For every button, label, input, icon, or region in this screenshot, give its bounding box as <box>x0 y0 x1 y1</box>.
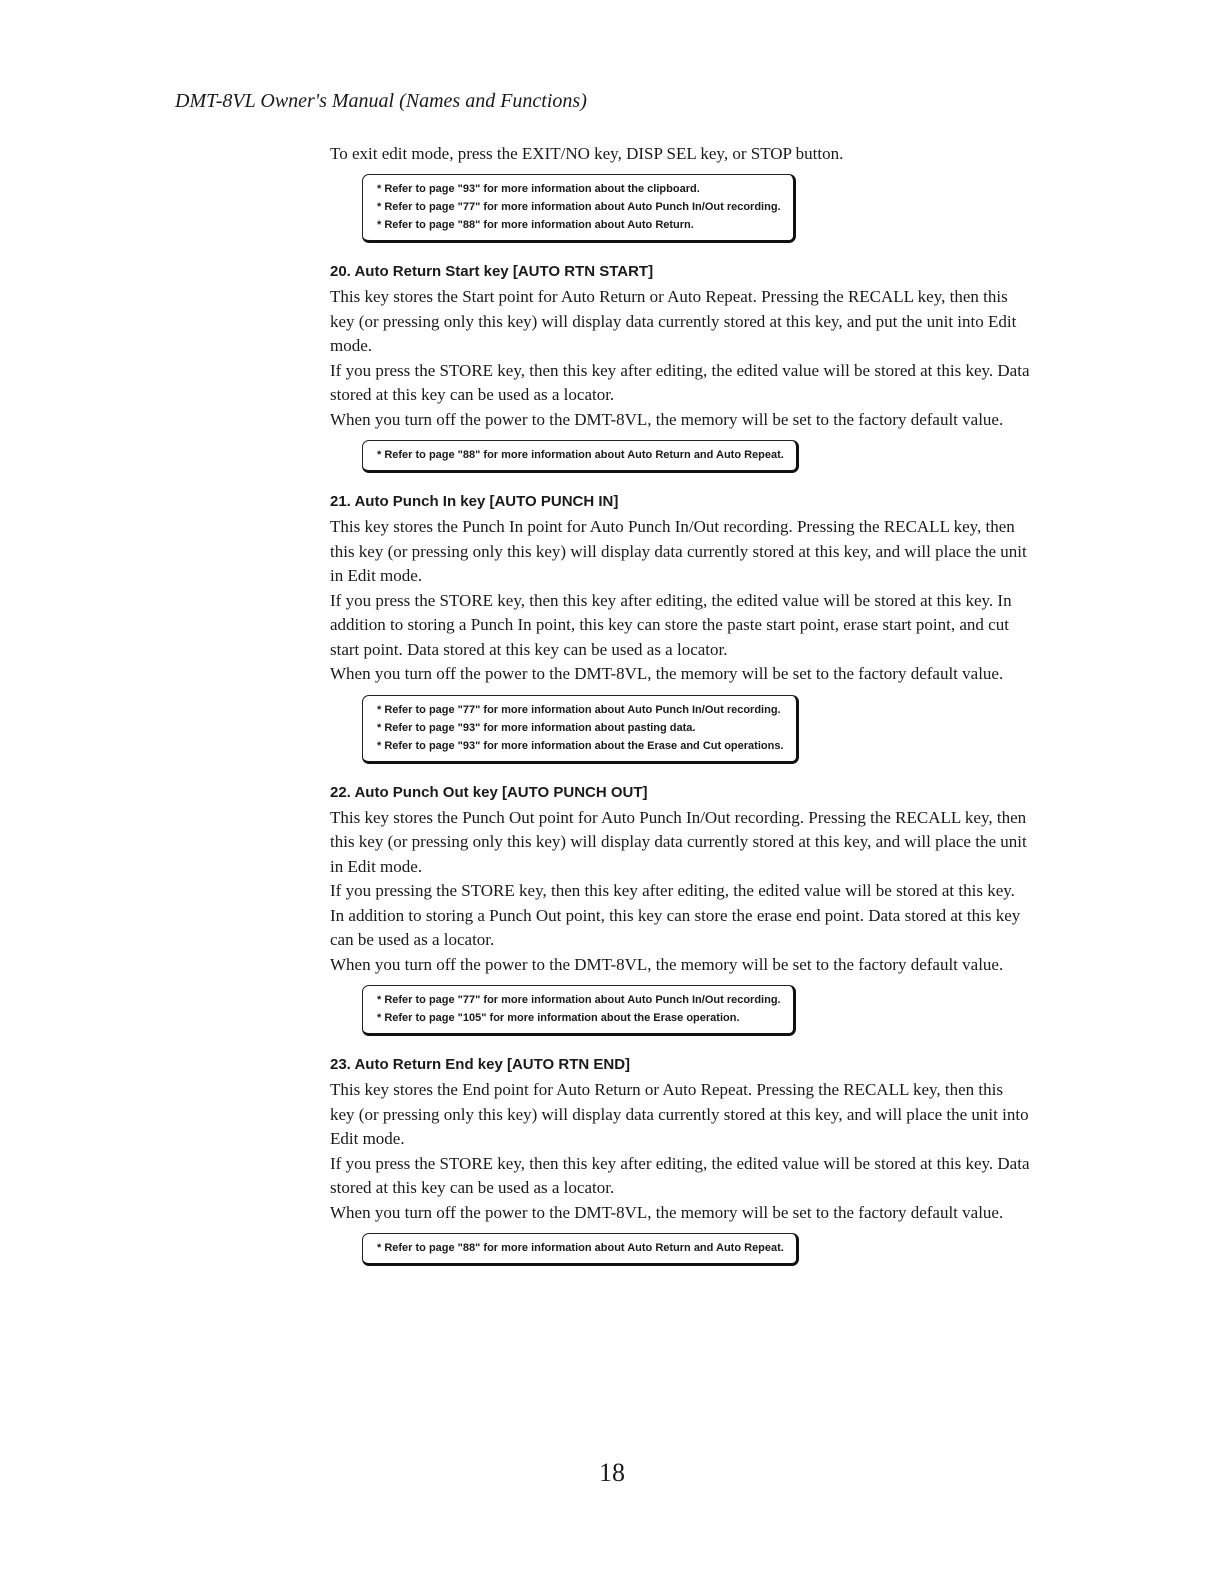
note-line: * Refer to page "93" for more information about pasting data. <box>377 721 696 734</box>
paragraph: If you press the STORE key, then this key after editing, the edited value will be stored at this key. In addition to storing a Punch In point, this key can store the paste start point, erase start point, and cut start point. Data stored at this key can be used as a locator. <box>330 590 1012 659</box>
section-heading: 20. Auto Return Start key [AUTO RTN START] <box>330 263 654 280</box>
paragraph: This key stores the Start point for Auto Return or Auto Repeat. Pressing the RECALL key, then this key (or pressing only this key) will display data currently stored at this key, and put the unit into Edit mode. <box>330 287 1017 355</box>
note-line: * Refer to page "93" for more information about the clipboard. <box>377 183 700 195</box>
paragraph: This key stores the End point for Auto Return or Auto Repeat. Pressing the RECALL key, then this key (or pressing only this key) will display data currently stored at this key, and will place the unit into Edit mode. <box>330 1080 1029 1148</box>
section-auto-punch-in <box>330 493 1030 764</box>
section-auto-return-start <box>330 263 1030 473</box>
paragraph: If you press the STORE key, then this key after editing, the edited value will be stored at this key. Data stored at this key can be used as a locator. <box>330 360 1030 404</box>
note-line: * Refer to page "77" for more information about Auto Punch In/Out recording. <box>377 703 781 716</box>
paragraph: When you turn off the power to the DMT-8VL, the memory will be set to the factory default value. <box>330 954 1004 974</box>
section-heading: 23. Auto Return End key [AUTO RTN END] <box>330 1056 631 1073</box>
note-line: * Refer to page "88" for more information about Auto Return. <box>377 219 694 231</box>
section-heading: 22. Auto Punch Out key [AUTO PUNCH OUT] <box>330 783 648 801</box>
paragraph: When you turn off the power to the DMT-8VL, the memory will be set to the factory default value. <box>330 1202 1004 1222</box>
paragraph: If you pressing the STORE key, then this key after editing, the edited value will be stored at this key. In addition to storing a Punch Out point, this key can store the erase end point. Data stored at this key can be used as a locator. <box>330 881 1021 949</box>
intro-text: To exit edit mode, press the EXIT/NO key, DISP SEL key, or STOP button. <box>330 144 844 163</box>
note-line: * Refer to page "88" for more information about Auto Return and Auto Repeat. <box>377 1242 784 1254</box>
paragraph: When you turn off the power to the DMT-8VL, the memory will be set to the factory default value. <box>330 664 1004 683</box>
note-line: * Refer to page "105" for more information about the Erase operation. <box>377 1012 740 1024</box>
section-auto-punch-out <box>330 784 1030 1037</box>
note-box <box>362 695 799 764</box>
note-box <box>362 1233 799 1266</box>
note-box <box>362 440 799 473</box>
note-line: * Refer to page "77" for more information about Auto Punch In/Out recording. <box>377 201 781 213</box>
page-content <box>330 142 1030 1266</box>
paragraph: When you turn off the power to the DMT-8VL, the memory will be set to the factory default value. <box>330 409 1004 429</box>
note-box <box>362 985 796 1036</box>
note-box <box>362 174 796 243</box>
note-line: * Refer to page "93" for more information about the Erase and Cut operations. <box>377 739 784 752</box>
paragraph: This key stores the Punch Out point for Auto Punch In/Out recording. Pressing the RECALL key, then this key (or pressing only this key) will display data currently stored at this key, and will place the unit in Edit mode. <box>330 807 1027 876</box>
running-header: DMT-8VL Owner's Manual (Names and Functions) <box>175 90 587 112</box>
section-auto-return-end <box>330 1056 1030 1266</box>
note-line: * Refer to page "88" for more information about Auto Return and Auto Repeat. <box>377 449 784 461</box>
page-number: 18 <box>599 1458 625 1487</box>
note-line: * Refer to page "77" for more information about Auto Punch In/Out recording. <box>377 994 781 1006</box>
paragraph: If you press the STORE key, then this key after editing, the edited value will be stored at this key. Data stored at this key can be used as a locator. <box>330 1153 1030 1197</box>
section-heading: 21. Auto Punch In key [AUTO PUNCH IN] <box>330 493 619 510</box>
paragraph: This key stores the Punch In point for Auto Punch In/Out recording. Pressing the RECALL key, then this key (or pressing only this key) will display data currently stored at this key, and will place the unit in Edit mode. <box>330 517 1027 585</box>
